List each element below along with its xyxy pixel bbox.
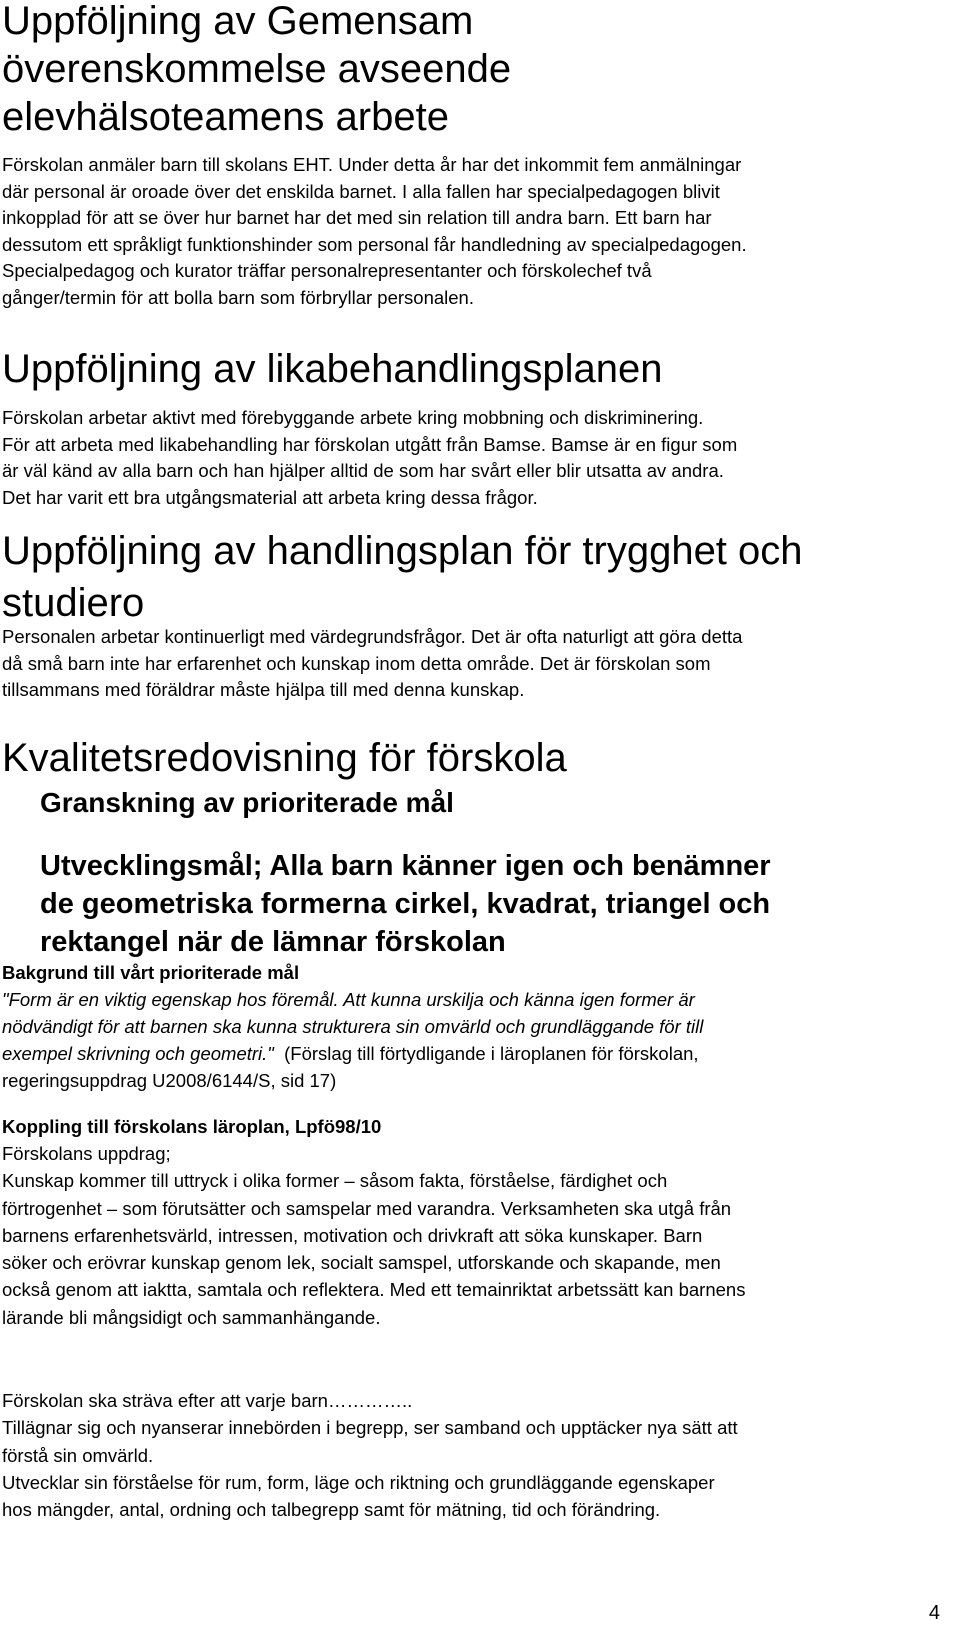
text-line: Kunskap kommer till uttryck i olika former – såsom fakta, förståelse, färdighet och <box>2 1170 668 1192</box>
heading-line: de geometriska formerna cirkel, kvadrat, triangel och <box>40 888 771 920</box>
quote-line: exempel skrivning och geometri." <box>2 1043 274 1064</box>
heading-line: elevhälsoteamens arbete <box>2 95 449 139</box>
text-line: dessutom ett språkligt funktionshinder som personal får handledning av specialpedagogen. <box>2 233 747 255</box>
text-line: Specialpedagog och kurator träffar personalrepresentanter och förskolechef två <box>2 260 652 281</box>
text-line: För att arbeta med likabehandling har förskolan utgått från Bamse. Bamse är en figur som <box>2 433 738 455</box>
text-line: inkopplad för att se över hur barnet har det med sin relation till andra barn. Ett barn har <box>2 207 712 228</box>
heading-line: Kvalitetsredovisning för förskola <box>2 736 567 780</box>
heading-line: Uppföljning av likabehandlingsplanen <box>2 347 663 391</box>
text-line: tillsammans med föräldrar måste hjälpa till med denna kunskap. <box>2 679 525 700</box>
heading-line: överenskommelse avseende <box>2 47 512 91</box>
section-heading-trygghet <box>2 525 803 629</box>
heading-line: Utvecklingsmål; Alla barn känner igen och benämner <box>40 850 771 882</box>
quote-source: (Förslag till förtydligande i läroplanen för förskolan, <box>273 1043 699 1064</box>
strive-paragraph <box>2 1387 738 1523</box>
text-line: Förskolan arbetar aktivt med förebyggande arbete kring mobbning och diskriminering. <box>2 407 704 428</box>
text-line: Bakgrund till vårt prioriterade mål <box>2 962 300 983</box>
text-line: barnens erfarenhetsvärld, intressen, motivation och drivkraft att söka kunskaper. Barn <box>2 1224 703 1246</box>
text-line: är väl känd av alla barn och han hjälper alltid de som har svårt eller blir utsatta av andra. <box>2 460 724 481</box>
text-line: gånger/termin för att bolla barn som förbryllar personalen. <box>2 286 474 308</box>
paragraph-likabehandling <box>2 405 737 511</box>
quote-source: regeringsuppdrag U2008/6144/S, sid 17) <box>2 1070 337 1091</box>
text-line: hos mängder, antal, ordning och talbegrepp samt för mätning, tid och förändring. <box>2 1499 661 1521</box>
section-heading-likabehandling <box>2 345 663 393</box>
heading-line: studiero <box>2 581 145 625</box>
text-line: Förskolans uppdrag; <box>2 1143 171 1164</box>
text-line: förstå sin omvärld. <box>2 1444 154 1466</box>
curriculum-paragraph <box>2 1140 745 1331</box>
text-line: Utvecklar sin förståelse för rum, form, läge och riktning och grundläggande egenskaper <box>2 1471 715 1493</box>
text-line: Det har varit ett bra utgångsmaterial att arbeta kring dessa frågor. <box>2 486 538 508</box>
text-line: söker och erövrar kunskap genom lek, socialt samspel, utforskande och skapande, men <box>2 1252 721 1274</box>
section-heading-kvalitetsredovisning <box>2 734 567 782</box>
text-line: Förskolan ska sträva efter att varje barn………….. <box>2 1390 413 1411</box>
page-number: 4 <box>928 1602 940 1624</box>
text-line: då små barn inte har erfarenhet och kunskap inom detta område. Det är förskolan som <box>2 652 711 674</box>
text-line: Personalen arbetar kontinuerligt med värdegrundsfrågor. Det är ofta naturligt att göra detta <box>2 626 743 647</box>
curriculum-label <box>2 1114 381 1140</box>
text-line: Förskolan anmäler barn till skolans EHT. Under detta år har det inkommit fem anmälningar <box>2 154 742 175</box>
paragraph-ehs <box>2 152 747 311</box>
subheading-prioriterade-mal <box>40 784 454 822</box>
text-line: lärande bli mångsidigt och sammanhängande. <box>2 1306 381 1328</box>
background-label <box>2 960 299 986</box>
text-line: Koppling till förskolans läroplan, Lpfö98/10 <box>2 1116 382 1137</box>
heading-line: Uppföljning av Gemensam <box>2 0 474 43</box>
paragraph-trygghet <box>2 624 742 704</box>
goal-heading <box>40 847 771 961</box>
quote-line: "Form är en viktig egenskap hos föremål. Att kunna urskilja och känna igen former är <box>2 989 695 1010</box>
heading-line: rektangel när de lämnar förskolan <box>40 926 506 958</box>
quote-paragraph <box>2 986 703 1094</box>
section-heading-ehs <box>2 0 511 141</box>
heading-line: Granskning av prioriterade mål <box>40 787 454 818</box>
text-line: Tillägnar sig och nyanserar innebörden i begrepp, ser samband och upptäcker nya sätt att <box>2 1417 738 1439</box>
heading-line: Uppföljning av handlingsplan för trygghet och <box>2 529 803 573</box>
text-line: också genom att iaktta, samtala och reflektera. Med ett temainriktat arbetssätt kan barnens <box>2 1279 746 1301</box>
text-line: där personal är oroade över det enskilda barnet. I alla fallen har specialpedagogen blivit <box>2 180 720 202</box>
quote-line: nödvändigt för att barnen ska kunna strukturera sin omvärld och grundläggande för till <box>2 1016 704 1037</box>
text-line: förtrogenhet – som förutsätter och samspelar med varandra. Verksamheten ska utgå från <box>2 1197 732 1219</box>
